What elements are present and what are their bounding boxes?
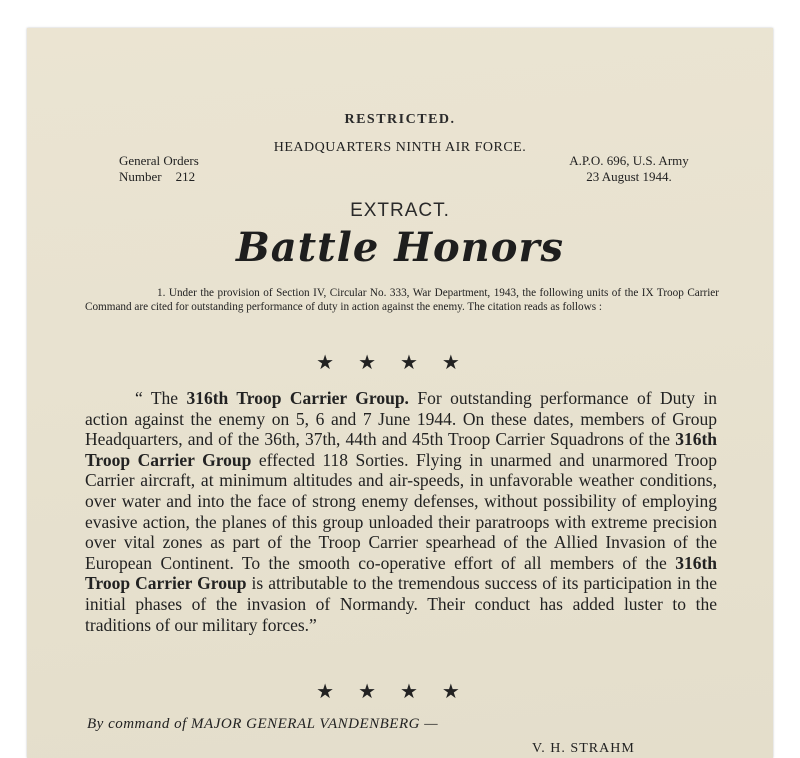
command-line: By command of MAJOR GENERAL VANDENBERG — xyxy=(87,716,439,732)
headquarters-heading: HEADQUARTERS NINTH AIR FORCE. xyxy=(273,140,527,155)
unit-name: 316th Troop Carrier Group. xyxy=(186,388,409,408)
document-title: Battle Honors xyxy=(235,224,565,271)
general-orders-label: General Orders xyxy=(119,153,199,168)
number-value: 212 xyxy=(175,169,196,184)
star-divider-top: ★★★★ xyxy=(316,350,484,374)
citation-paragraph xyxy=(85,388,717,635)
citation-text-1: “ The xyxy=(135,388,187,408)
classification-heading: RESTRICTED. xyxy=(344,112,456,127)
star-divider-bottom: ★★★★ xyxy=(316,679,484,703)
order-date: 23 August 1944. xyxy=(586,169,672,184)
document-page xyxy=(27,28,773,758)
intro-text: 1. Under the provision of Section IV, Circular No. 333, War Department, 1943, the following units of the IX Troop Carrier Command are cited for outstanding performance of duty in action against the enemy. The citation reads as follows : xyxy=(85,287,719,313)
citation-text-2: For outstanding performance of Duty in action against the enemy on 5, 6 and 7 June 1944. On these dates, members of Group Headquarters, and of the 36th, 37th, 44th and 45th Troop Carrier Squadrons of the xyxy=(85,388,717,450)
extract-heading: EXTRACT. xyxy=(350,200,450,221)
citation-text-4: is attributable to the tremendous success of its participation in the initial phases of the invasion of Normandy. Their conduct has added luster to the traditions of our military forces.” xyxy=(85,573,717,635)
general-orders-block xyxy=(119,153,199,185)
unit-name: 316th Troop Carrier Group xyxy=(85,552,717,594)
apo-address: A.P.O. 696, U.S. Army xyxy=(569,153,689,168)
number-label: Number xyxy=(119,169,162,184)
apo-block xyxy=(554,153,704,185)
general-orders-number xyxy=(119,169,199,185)
signer-name: V. H. STRAHM xyxy=(532,741,635,756)
citation-text-3: effected 118 Sorties. Flying in unarmed and unarmored Troop Carrier aircraft, at minimum altitudes and air-speeds, in unfavorable weather conditions, over water and into the face of strong enemy defenses, without possibility of employing evasive action, the planes of this group unloaded their paratroops with extreme precision over vital zones as part of the Troop Carrier spearhead of the Allied Invasion of the European Continent. To the smooth co-operative effort of all members of the xyxy=(85,449,717,573)
unit-name: 316th Troop Carrier Group xyxy=(85,429,717,470)
intro-paragraph xyxy=(85,286,719,314)
